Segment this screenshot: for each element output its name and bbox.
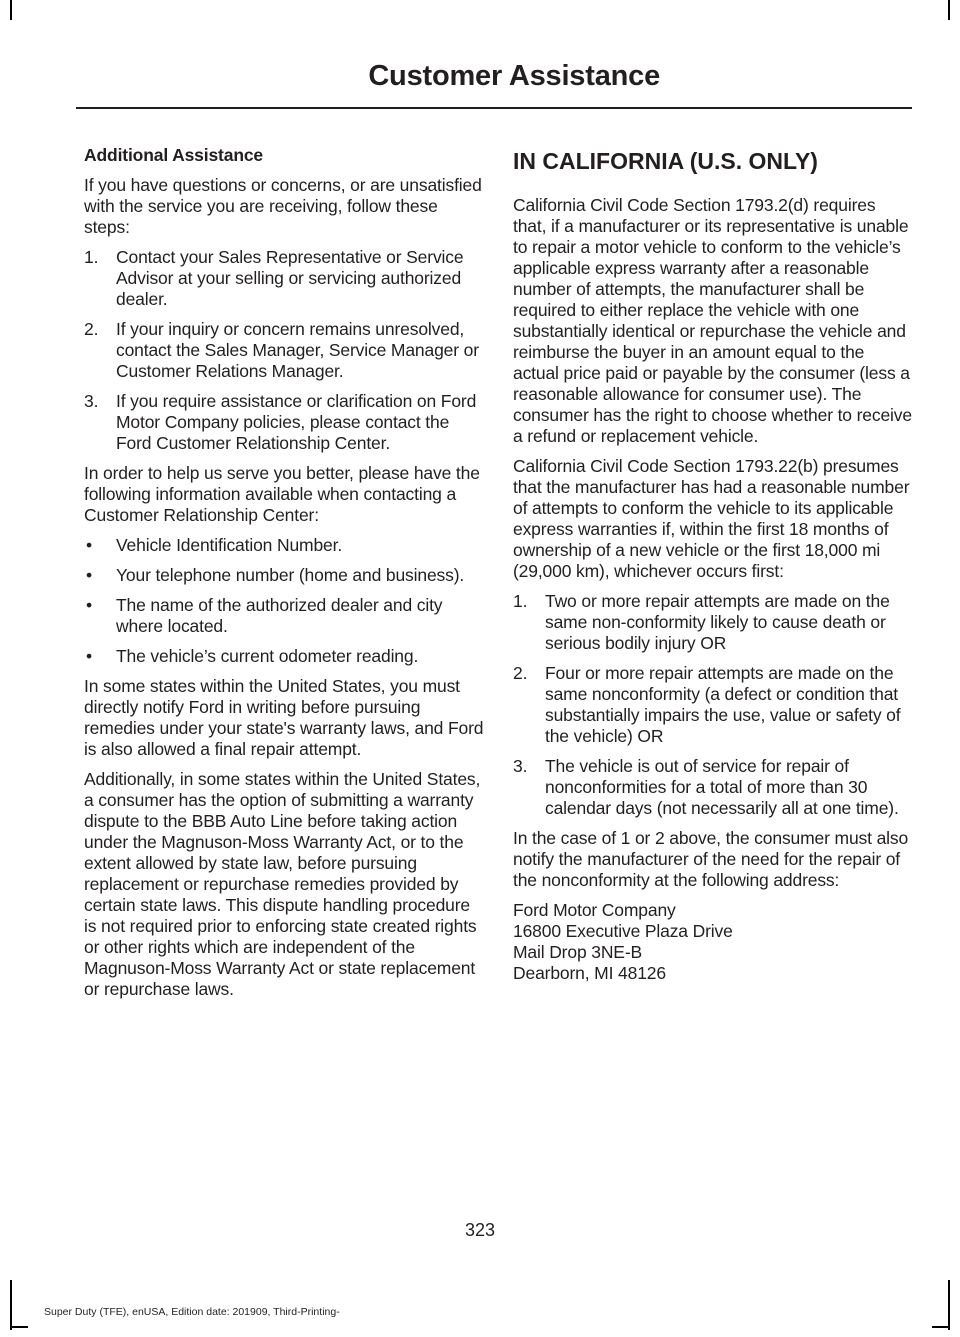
address-line: Ford Motor Company — [513, 900, 676, 920]
condition-number: 3. — [513, 756, 528, 776]
condition-number: 2. — [513, 663, 528, 683]
step-number: 3. — [84, 391, 99, 411]
info-bullet-item — [84, 535, 484, 556]
crop-mark-bottom-right — [948, 1280, 950, 1330]
step-text: If you require assistance or clarification on Ford Motor Company policies, please contact the Ford Customer Relationship Center. — [116, 391, 477, 453]
address-line: Dearborn, MI 48126 — [513, 963, 666, 983]
mailing-address — [513, 900, 913, 984]
intro-paragraph: If you have questions or concerns, or are unsatisfied with the service you are receiving, follow these steps: — [84, 175, 482, 237]
edition-footer: Super Duty (TFE), enUSA, Edition date: 201909, Third-Printing- — [44, 1306, 340, 1318]
info-bullet-item — [84, 595, 484, 637]
condition-text: Two or more repair attempts are made on the same non-conformity likely to cause death or serious bodily injury OR — [545, 591, 890, 653]
condition-text: Four or more repair attempts are made on the same nonconformity (a defect or condition that substantially impairs the use, value or safety of the vehicle) OR — [545, 663, 901, 746]
california-section-heading: IN CALIFORNIA (U.S. ONLY) — [513, 148, 818, 174]
bullet-mark: • — [86, 595, 92, 615]
crop-mark-bottom-left-horizontal — [10, 1326, 28, 1328]
civil-code-1793-22-paragraph: California Civil Code Section 1793.22(b) presumes that the manufacturer has had a reasonable number of attempts to conform the vehicle to its applicable express warranties if, within the first 18 months of ownership of a new vehicle or the first 18,000 mi (29,000 km), whichever occurs first: — [513, 456, 910, 581]
notify-manufacturer-paragraph: In the case of 1 or 2 above, the consumer must also notify the manufacturer of the need for the repair of the nonconformity at the following address: — [513, 828, 909, 890]
left-column — [84, 145, 484, 1009]
address-line: Mail Drop 3NE-B — [513, 942, 643, 962]
condition-item — [513, 663, 913, 747]
page-number: 323 — [464, 1220, 496, 1240]
info-intro-paragraph: In order to help us serve you better, please have the following information available when contacting a Customer Relationship Center: — [84, 463, 480, 525]
repair-conditions-list — [513, 591, 913, 819]
additional-assistance-subhead: Additional Assistance — [84, 145, 264, 165]
address-line: 16800 Executive Plaza Drive — [513, 921, 733, 941]
civil-code-1793-2-paragraph: California Civil Code Section 1793.2(d) requires that, if a manufacturer or its representative is unable to repair a motor vehicle to conform to the vehicle’s applicable express warranty after a reasonable number of attempts, the manufacturer shall be required to either replace the vehicle with one substantially identical or repurchase the vehicle and reimburse the buyer in an amount equal to the actual price paid or payable by the consumer (less a reasonable allowance for consumer use). The consumer has the right to choose whether to receive a refund or replacement vehicle. — [513, 195, 912, 446]
condition-text: The vehicle is out of service for repair of nonconformities for a total of more than 30 calendar days (not necessarily all at one time). — [545, 756, 899, 818]
condition-item — [513, 591, 913, 654]
step-text: Contact your Sales Representative or Service Advisor at your selling or servicing authorized dealer. — [116, 247, 464, 309]
crop-mark-top-right — [948, 0, 950, 20]
step-text: If your inquiry or concern remains unresolved, contact the Sales Manager, Service Manager or Customer Relations Manager. — [116, 319, 479, 381]
condition-item — [513, 756, 913, 819]
info-bullet-item — [84, 646, 484, 667]
bullet-text: Your telephone number (home and business). — [116, 565, 465, 585]
bullet-text: Vehicle Identification Number. — [116, 535, 343, 555]
step-item — [84, 319, 484, 382]
bullet-text: The name of the authorized dealer and city where located. — [116, 595, 443, 636]
state-notification-paragraph: In some states within the United States, you must directly notify Ford in writing before pursuing remedies under your state's warranty laws, and Ford is also allowed a final repair attempt. — [84, 676, 484, 759]
bullet-mark: • — [86, 565, 92, 585]
crop-mark-bottom-left — [10, 1280, 12, 1330]
condition-number: 1. — [513, 591, 528, 611]
crop-mark-top-left — [10, 0, 12, 20]
step-item — [84, 391, 484, 454]
required-info-list — [84, 535, 484, 667]
bbb-auto-line-paragraph: Additionally, in some states within the United States, a consumer has the option of submitting a warranty dispute to the BBB Auto Line before taking action under the Magnuson-Moss Warranty Act, or to the extent allowed by state law, before pursuing replacement or repurchase remedies provided by certain state laws. This dispute handling procedure is not required prior to enforcing state created rights or other rights which are independent of the Magnuson-Moss Warranty Act or state replacement or repurchase laws. — [84, 769, 481, 999]
step-item — [84, 247, 484, 310]
bullet-text: The vehicle’s current odometer reading. — [116, 646, 419, 666]
bullet-mark: • — [86, 646, 92, 666]
assistance-steps-list — [84, 247, 484, 454]
page-header-title: Customer Assistance — [368, 60, 660, 92]
info-bullet-item — [84, 565, 484, 586]
crop-mark-bottom-right-horizontal — [932, 1326, 950, 1328]
step-number: 2. — [84, 319, 99, 339]
bullet-mark: • — [86, 535, 92, 555]
header-divider — [76, 107, 912, 109]
right-column — [513, 145, 913, 993]
step-number: 1. — [84, 247, 99, 267]
